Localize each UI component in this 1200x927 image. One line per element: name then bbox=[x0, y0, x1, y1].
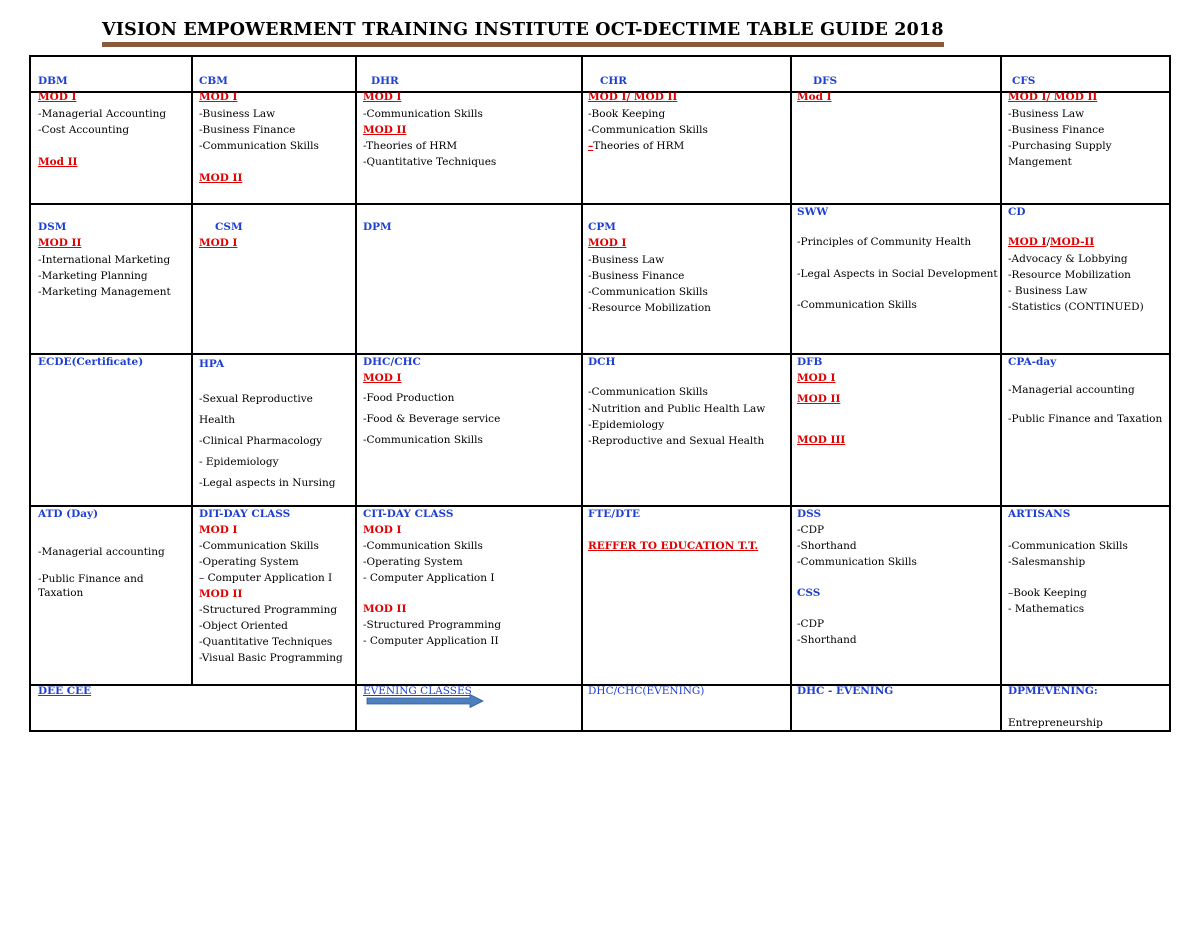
course-heading: DHC - EVENING bbox=[797, 685, 894, 697]
cell-dsm bbox=[38, 219, 171, 300]
cell-artisans bbox=[1008, 506, 1128, 617]
module-label: MOD II bbox=[199, 588, 243, 600]
subject-item: -Operating System bbox=[199, 556, 299, 568]
course-heading: DHR bbox=[371, 75, 399, 87]
module-label: MOD II bbox=[363, 603, 407, 615]
course-heading: ECDE(Certificate) bbox=[38, 356, 144, 368]
subject-item: -Communication Skills bbox=[199, 140, 319, 153]
cell-dch bbox=[588, 354, 765, 449]
course-heading: CSS bbox=[797, 587, 821, 599]
cell-dit bbox=[199, 506, 343, 666]
cell-sww bbox=[797, 204, 998, 313]
subject-item: -Structured Programming bbox=[363, 619, 502, 631]
subject-item: -Theories of HRM bbox=[363, 140, 458, 153]
subject-item: Entrepreneurship bbox=[1008, 717, 1103, 730]
course-heading: DFB bbox=[797, 356, 823, 368]
cell-dhc bbox=[363, 354, 500, 448]
subject-item: - Epidemiology bbox=[199, 456, 279, 468]
subject-item: -Food Production bbox=[363, 392, 455, 404]
module-label: MOD II bbox=[363, 123, 407, 136]
module-label: MOD-II bbox=[1050, 236, 1095, 249]
course-heading: ATD (Day) bbox=[38, 508, 99, 520]
cell-dhr bbox=[363, 73, 496, 171]
cell-atd bbox=[38, 506, 165, 600]
course-heading: CD bbox=[1008, 206, 1026, 218]
subject-item: Taxation bbox=[38, 586, 84, 599]
subject-item: -Communication Skills bbox=[588, 123, 708, 136]
subject-item: -Legal Aspects in Social Development bbox=[797, 267, 998, 280]
module-label: Mod II bbox=[38, 156, 78, 169]
cell-dfb bbox=[797, 354, 845, 448]
subject-item: -Shorthand bbox=[797, 540, 857, 552]
subject-item: -Communication Skills bbox=[588, 286, 708, 299]
subject-item: -Business Law bbox=[1008, 107, 1085, 120]
subject-item: -Business Finance bbox=[1008, 123, 1105, 136]
subject-item: -Sexual Reproductive bbox=[199, 393, 313, 405]
column-divider bbox=[581, 57, 583, 730]
dash-mark: – bbox=[588, 140, 594, 153]
course-heading: CFS bbox=[1012, 75, 1036, 87]
subject-item: -Structured Programming bbox=[199, 604, 338, 616]
module-label: MOD II bbox=[797, 392, 841, 405]
subject-item: -Object Oriented bbox=[199, 620, 288, 632]
title-underline-bar bbox=[102, 42, 944, 47]
course-heading: CHR bbox=[600, 75, 628, 87]
subject-item: - Computer Application I bbox=[363, 572, 495, 584]
course-heading: DIT-DAY CLASS bbox=[199, 508, 291, 520]
subject-item: -Communication Skills bbox=[1008, 540, 1128, 552]
course-heading: DBM bbox=[38, 75, 68, 87]
subject-item: -CDP bbox=[797, 524, 825, 536]
subject-item: -Business Finance bbox=[199, 123, 296, 136]
module-label: MOD I bbox=[363, 91, 402, 104]
subject-item: -Resource Mobilization bbox=[1008, 268, 1131, 281]
subject-item: –Book Keeping bbox=[1008, 587, 1087, 599]
cell-dhc-evening bbox=[588, 683, 704, 699]
course-heading: EVENING CLASSES bbox=[363, 685, 472, 697]
subject-item: -CDP bbox=[797, 618, 825, 630]
cell-cit bbox=[363, 506, 501, 649]
cell-cfs bbox=[1008, 73, 1112, 171]
subject-item: – Computer Application I bbox=[199, 572, 333, 584]
page-title: VISION EMPOWERMENT TRAINING INSTITUTE OCT-DECTIME TABLE GUIDE 2018 bbox=[102, 20, 944, 40]
cell-dfs bbox=[797, 73, 837, 106]
cell-dss bbox=[797, 506, 917, 648]
cell-hpa bbox=[199, 354, 335, 494]
subject-item: -Statistics (CONTINUED) bbox=[1008, 301, 1144, 314]
subject-item: -International Marketing bbox=[38, 253, 171, 266]
subject-item: - Business Law bbox=[1008, 285, 1088, 298]
module-label: MOD I bbox=[38, 91, 77, 104]
subject-item: -Communication Skills bbox=[797, 556, 917, 568]
subject-item: Health bbox=[199, 414, 235, 426]
course-heading: DSS bbox=[797, 508, 822, 520]
subject-item: -Business Law bbox=[588, 253, 665, 266]
subject-item: -Managerial accounting bbox=[38, 546, 165, 559]
subject-item: -Operating System bbox=[363, 556, 463, 568]
cell-csm bbox=[199, 219, 243, 252]
subject-item: -Communication Skills bbox=[588, 386, 708, 399]
subject-item: -Visual Basic Programming bbox=[199, 652, 343, 664]
column-divider bbox=[790, 57, 792, 730]
subject-item: -Principles of Community Health bbox=[797, 236, 972, 249]
course-heading: SWW bbox=[797, 206, 829, 218]
course-heading: CPA-day bbox=[1008, 356, 1057, 368]
course-heading: DEE CEE bbox=[38, 685, 92, 697]
module-label: MOD I/ MOD II bbox=[1008, 91, 1098, 104]
course-heading: CBM bbox=[199, 75, 228, 87]
subject-item: -Clinical Pharmacology bbox=[199, 435, 323, 447]
course-heading: CSM bbox=[215, 221, 243, 233]
subject-item: Mangement bbox=[1008, 156, 1072, 169]
subject-item: -Communication Skills bbox=[363, 107, 483, 120]
subject-item: -Quantitative Techniques bbox=[199, 636, 333, 648]
subject-item: -Salesmanship bbox=[1008, 556, 1086, 568]
subject-item: -Business Law bbox=[199, 107, 276, 120]
module-label: Mod I bbox=[797, 91, 832, 104]
subject-item: -Communication Skills bbox=[363, 434, 483, 446]
course-heading: DHC/CHC bbox=[363, 356, 421, 368]
module-label: MOD I/ MOD II bbox=[588, 91, 678, 104]
course-heading: DCH bbox=[588, 356, 616, 368]
course-heading: DFS bbox=[813, 75, 838, 87]
cell-cpa bbox=[1008, 354, 1162, 427]
module-label: MOD I bbox=[199, 91, 238, 104]
subject-item: -Cost Accounting bbox=[38, 123, 130, 136]
cell-dpm-evening bbox=[1008, 683, 1103, 732]
note-text: REFFER TO EDUCATION T.T. bbox=[588, 540, 759, 553]
subject-item bbox=[588, 138, 708, 154]
subject-item: -Legal aspects in Nursing bbox=[199, 477, 336, 489]
cell-dbm bbox=[38, 73, 166, 170]
module-label: MOD I bbox=[588, 237, 627, 250]
subject-item: -Communication Skills bbox=[797, 298, 917, 311]
cell-dhc-evening-2 bbox=[797, 683, 893, 699]
course-heading: FTE/DTE bbox=[588, 508, 641, 520]
column-divider bbox=[191, 57, 193, 684]
subject-item: -Food & Beverage service bbox=[363, 413, 501, 425]
subject-item: -Communication Skills bbox=[199, 540, 319, 552]
module-label: MOD III bbox=[797, 433, 846, 446]
subject-item: -Nutrition and Public Health Law bbox=[588, 402, 766, 415]
module-label: MOD II bbox=[199, 172, 243, 185]
subject-item: -Public Finance and bbox=[38, 572, 144, 585]
cell-fte bbox=[588, 506, 758, 555]
subject-item: -Managerial accounting bbox=[1008, 384, 1135, 397]
subject-item: -Shorthand bbox=[797, 634, 857, 646]
course-heading: DPM bbox=[363, 221, 392, 233]
course-heading: DPMEVENING: bbox=[1008, 685, 1098, 697]
subject-item: -Marketing Planning bbox=[38, 269, 148, 282]
subject-item: -Advocacy & Lobbying bbox=[1008, 252, 1128, 265]
course-heading: HPA bbox=[199, 358, 225, 370]
arrow-right-icon bbox=[366, 694, 484, 708]
cell-ecde bbox=[38, 354, 143, 370]
subject-item: -Epidemiology bbox=[588, 418, 665, 431]
course-heading: CIT-DAY CLASS bbox=[363, 508, 454, 520]
module-label: MOD I bbox=[363, 524, 402, 536]
module-label: MOD I bbox=[1008, 236, 1047, 249]
column-divider bbox=[1000, 57, 1002, 730]
subject-item: -Business Finance bbox=[588, 269, 685, 282]
module-label: MOD I bbox=[363, 372, 402, 384]
slash-separator: / bbox=[1046, 236, 1050, 249]
course-heading: DHC/CHC(EVENING) bbox=[588, 685, 705, 697]
module-label: MOD I bbox=[797, 372, 836, 385]
cell-cpm bbox=[588, 219, 711, 317]
cell-chr bbox=[588, 73, 708, 154]
subject-item: -Public Finance and Taxation bbox=[1008, 412, 1163, 425]
course-heading: CPM bbox=[588, 221, 616, 233]
module-label: MOD I bbox=[199, 237, 238, 250]
module-label-group bbox=[1008, 234, 1144, 250]
cell-dee bbox=[38, 683, 91, 699]
subject-item: -Marketing Management bbox=[38, 286, 171, 299]
cell-dpm bbox=[363, 219, 392, 235]
module-label: MOD I bbox=[199, 524, 238, 536]
subject-text: Theories of HRM bbox=[593, 140, 685, 153]
subject-item: -Resource Mobilization bbox=[588, 302, 711, 315]
subject-item: -Quantitative Techniques bbox=[363, 156, 497, 169]
subject-item: - Mathematics bbox=[1008, 603, 1085, 615]
column-divider bbox=[355, 57, 357, 730]
cell-cbm bbox=[199, 73, 319, 187]
cell-cd bbox=[1008, 204, 1144, 316]
subject-item: - Computer Application II bbox=[363, 635, 499, 647]
subject-item: -Reproductive and Sexual Health bbox=[588, 435, 765, 448]
subject-item: -Communication Skills bbox=[363, 540, 483, 552]
module-label: MOD II bbox=[38, 237, 82, 250]
course-heading: ARTISANS bbox=[1008, 508, 1071, 520]
subject-item: -Purchasing Supply bbox=[1008, 140, 1112, 153]
course-heading: DSM bbox=[38, 221, 67, 233]
subject-item: -Book Keeping bbox=[588, 107, 666, 120]
subject-item: -Managerial Accounting bbox=[38, 107, 167, 120]
